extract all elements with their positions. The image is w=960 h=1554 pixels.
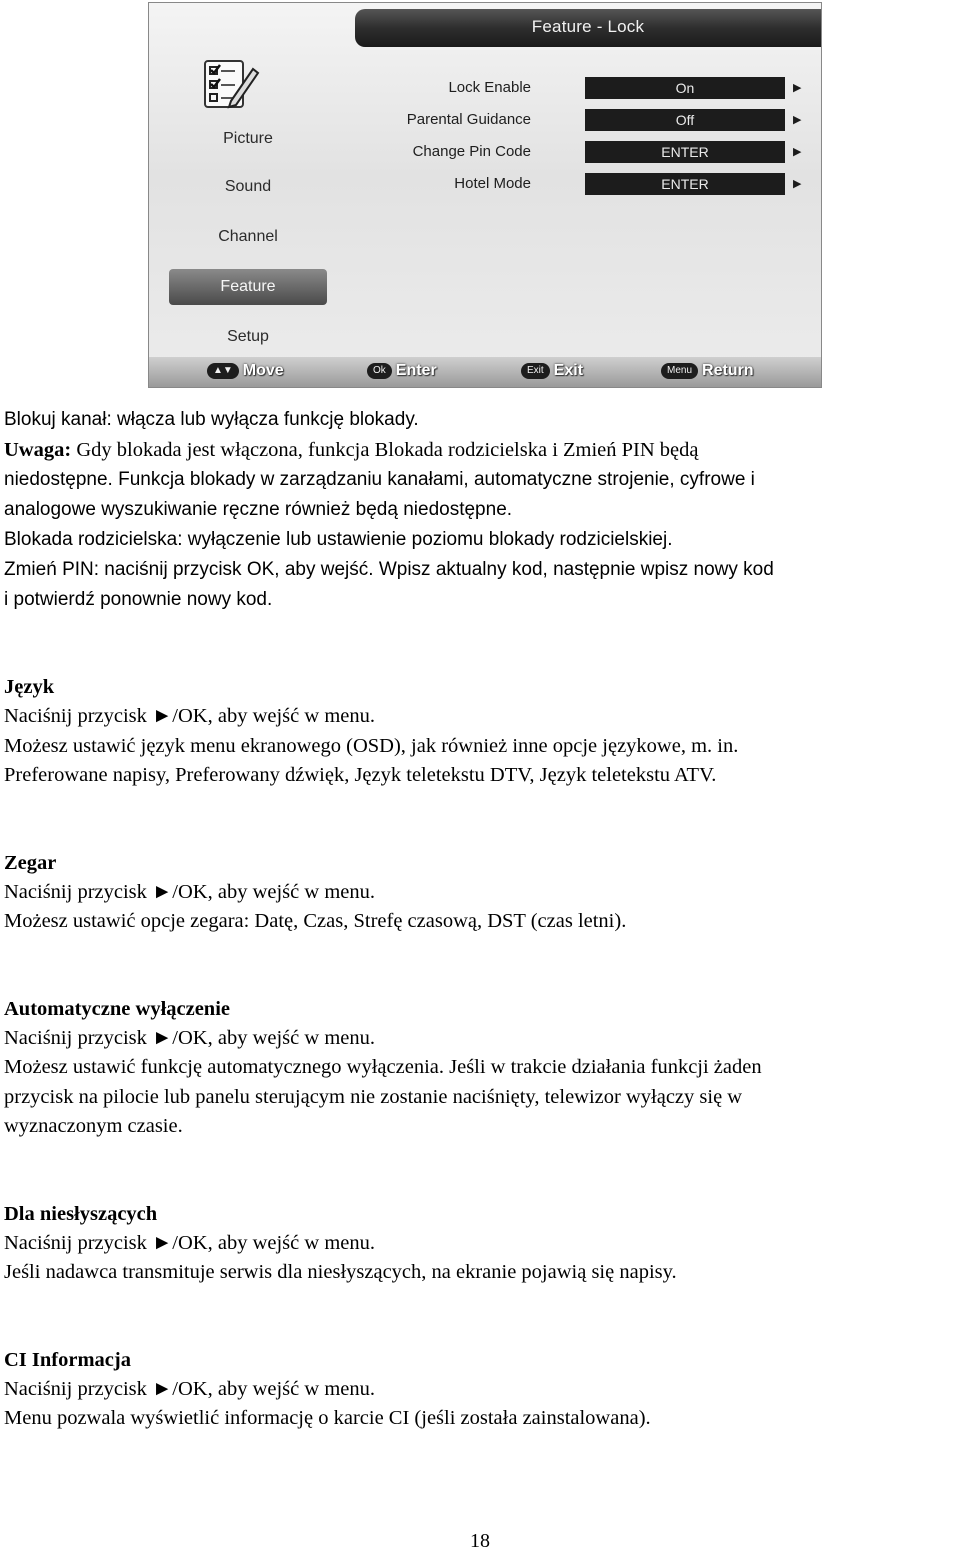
side-item-setup[interactable]: Setup — [227, 328, 269, 345]
section-line: Menu pozwala wyświetlić informację o karcie CI (jeśli została zainstalowana). — [4, 1407, 651, 1429]
hint-exit — [521, 362, 583, 382]
osd-row-label: Parental Guidance — [406, 111, 531, 128]
lock-line-5: Blokada rodzicielska: wyłączenie lub ustawienie poziomu blokady rodzicielskiej. — [4, 529, 673, 550]
lock-line-4: analogowe wyszukiwanie ręczne również będą niedostępne. — [4, 499, 513, 520]
exit-key-icon: Exit — [521, 363, 550, 379]
lock-line-1: Blokuj kanał: włącza lub wyłącza funkcję blokady. — [4, 409, 419, 430]
section-line: przycisk na pilocie lub panelu sterującym nie zostanie naciśnięty, telewizor wyłączy się w — [4, 1086, 743, 1108]
section-line: Naciśnij przycisk ►/OK, aby wejść w menu. — [4, 1232, 375, 1254]
osd-row-value[interactable]: ENTER — [585, 141, 785, 163]
section-line: Jeśli nadawca transmituje serwis dla niesłyszących, na ekranie pojawią się napisy. — [4, 1261, 677, 1283]
side-item-channel[interactable]: Channel — [218, 228, 278, 245]
arrow-right-icon: ▶ — [793, 82, 802, 94]
hint-move — [207, 362, 284, 382]
hint-enter — [367, 362, 437, 382]
section-line: Naciśnij przycisk ►/OK, aby wejść w menu. — [4, 705, 375, 727]
ok-key-icon: Ok — [367, 363, 392, 379]
side-item-sound[interactable]: Sound — [224, 178, 272, 195]
section-heading-jezyk: Język — [4, 676, 55, 698]
osd-row-label: Lock Enable — [448, 79, 531, 96]
section-heading-auto-off: Automatyczne wyłączenie — [4, 998, 231, 1020]
osd-hint-bar — [149, 357, 821, 387]
note-label: Uwaga: — [4, 439, 72, 461]
hint-return — [661, 362, 754, 382]
page-number: 18 — [470, 1530, 490, 1552]
osd-row-label: Change Pin Code — [412, 143, 531, 160]
side-item-picture[interactable]: Picture — [223, 130, 273, 147]
lock-line-6 — [4, 558, 774, 582]
arrow-right-icon: ▶ — [793, 114, 802, 126]
arrow-right-icon: ▶ — [793, 146, 802, 158]
hint-label: Return — [702, 362, 754, 379]
hint-label: Exit — [553, 362, 584, 379]
osd-row-value[interactable]: ENTER — [585, 173, 785, 195]
section-line: Możesz ustawić opcje zegara: Datę, Czas, Strefę czasową, DST (czas letni). — [4, 910, 627, 932]
lock-line-6a: Zmień PIN: naciśnij przycisk OK, aby wejść. — [4, 559, 374, 580]
section-line: Preferowane napisy, Preferowany dźwięk, Język teletekstu DTV, Język teletekstu ATV. — [4, 764, 717, 786]
section-line: Możesz ustawić język menu ekranowego (OSD), jak również inne opcje językowe, m. in. — [4, 735, 739, 757]
note-text: Gdy blokada jest włączona, funkcja Blokada rodzicielska i Zmień PIN będą — [71, 439, 699, 461]
section-line: Naciśnij przycisk ►/OK, aby wejść w menu. — [4, 1378, 375, 1400]
osd-row-value[interactable]: Off — [585, 109, 785, 131]
section-line: wyznaczonym czasie. — [4, 1115, 183, 1137]
osd-row-value[interactable]: On — [585, 77, 785, 99]
lock-line-7: i potwierdź ponownie nowy kod. — [4, 589, 273, 610]
hint-label: Move — [242, 362, 284, 379]
section-heading-zegar: Zegar — [4, 852, 57, 874]
up-down-key-icon: ▲▼ — [207, 363, 239, 379]
osd-title: Feature - Lock — [531, 17, 645, 36]
lock-line-3: niedostępne. Funkcja blokady w zarządzaniu kanałami, automatyczne strojenie, cyfrowe i — [4, 469, 755, 490]
lock-line-2 — [4, 438, 699, 462]
checklist-pencil-icon — [201, 55, 261, 111]
arrow-right-icon: ▶ — [793, 178, 802, 190]
menu-key-icon: Menu — [661, 363, 698, 379]
osd-row-label: Hotel Mode — [454, 175, 531, 192]
section-line: Naciśnij przycisk ►/OK, aby wejść w menu. — [4, 881, 375, 903]
side-item-feature[interactable]: Feature — [169, 269, 327, 305]
section-line: Możesz ustawić funkcję automatycznego wyłączenia. Jeśli w trakcie działania funkcji żaden — [4, 1056, 762, 1078]
section-line: Naciśnij przycisk ►/OK, aby wejść w menu. — [4, 1027, 375, 1049]
section-heading-ci-info: CI Informacja — [4, 1349, 131, 1371]
lock-line-6b: Wpisz aktualny kod, następnie wpisz nowy kod — [373, 559, 774, 580]
tv-osd-screenshot — [148, 2, 822, 388]
hint-label: Enter — [395, 362, 437, 379]
section-heading-hearing-impaired: Dla niesłyszących — [4, 1203, 158, 1225]
osd-title-bar — [355, 9, 821, 47]
